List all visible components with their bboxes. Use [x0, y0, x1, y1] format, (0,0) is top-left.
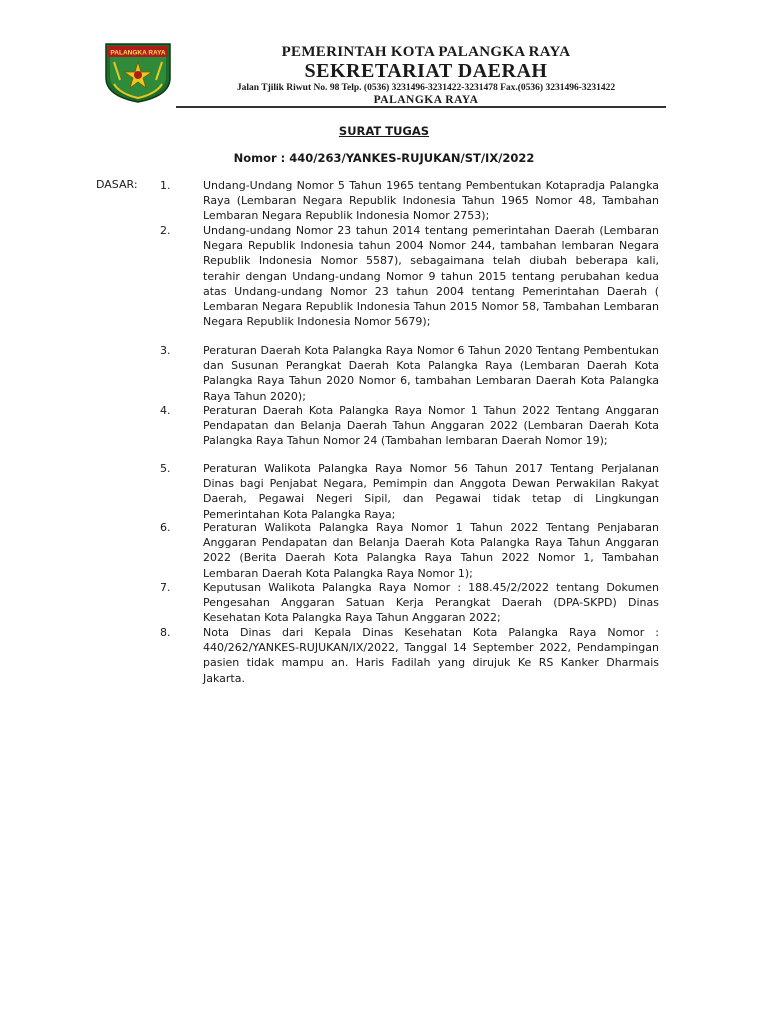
letterhead-office: SEKRETARIAT DAERAH: [304, 60, 548, 82]
letterhead: [96, 38, 668, 108]
city-emblem-logo: [100, 40, 176, 104]
document-number: Nomor : 440/263/YANKES-RUJUKAN/ST/IX/2022: [233, 151, 535, 165]
list-item-text: Undang-undang Nomor 23 tahun 2014 tentang pemerintahan Daerah (Lembaran Negara Republik Indonesia tahun 2004 Nomor 244, tambahan lembaran Negara Republik Indonesia Nomor 5587), sebagaimana telah diubah beberapa kali, terahir dengan Undang-undang Nomor 9 tahun 2015 tentang perubahan kedua atas Undang-undang Nomor 23 tahun 2004 tentang Pemerintahan Daerah ( Lembaran Negara Republik Indonesia Tahun 2015 Nomor 58, Tambahan Lembaran Negara Republik Indonesia Nomor 5679);: [203, 224, 659, 329]
list-item-text: Nota Dinas dari Kepala Dinas Kesehatan Kota Palangka Raya Nomor : 440/262/YANKES-RUJUKAN/IX/2022, Tanggal 14 September 2022, Pendampingan pasien tidak mampu an. Haris Fadilah yang dirujuk Ke RS Kanker Dharmais Jakarta.: [203, 626, 659, 685]
letterhead-text: [184, 38, 668, 107]
list-item-text: Undang-Undang Nomor 5 Tahun 1965 tentang Pembentukan Kotapradja Palangka Raya (Lembaran Negara Republik Indonesia Tahun 1965 Nomor 48, Tambahan Lembaran Negara Republik Indonesia Nomor 2753);: [203, 179, 659, 223]
letterhead-address: Jalan Tjilik Riwut No. 98 Telp. (0536) 3231496-3231422-3231478 Fax.(0536) 3231496-3231422: [236, 83, 616, 93]
list-item-number: 6.: [160, 521, 171, 534]
document-title: [0, 124, 768, 138]
list-item-text: Peraturan Walikota Palangka Raya Nomor 1 Tahun 2022 Tentang Penjabaran Anggaran Pendapatan dan Belanja Daerah Kota Palangka Raya Tahun Anggaran 2022 (Berita Daerah Kota Palangka Raya Tahun 2022 Nomor 1, Tambahan Lembaran Daerah Kota Palangka Raya Nomor 1);: [203, 521, 659, 580]
letterhead-city: PALANGKA RAYA: [373, 94, 479, 106]
dasar-label: DASAR:: [96, 178, 138, 191]
logo-text: PALANGKA RAYA: [110, 49, 166, 57]
list-item-text: Peraturan Walikota Palangka Raya Nomor 56 Tahun 2017 Tentang Perjalanan Dinas bagi Penjabat Negara, Pemimpin dan Anggota Dewan Perwakilan Rakyat Daerah, Pegawai Negeri Sipil, dan Pegawai tidak tetap di Lingkungan Pemerintahan Kota Palangka Raya;: [203, 462, 659, 521]
list-item-text: Keputusan Walikota Palangka Raya Nomor : 188.45/2/2022 tentang Dokumen Pengesahan Anggaran Satuan Kerja Perangkat Daerah (DPA-SKPD) Dinas Kesehatan Kota Palangka Raya Tahun Anggaran 2022;: [203, 581, 659, 625]
list-item-text: Peraturan Daerah Kota Palangka Raya Nomor 1 Tahun 2022 Tentang Anggaran Pendapatan dan Belanja Daerah Tahun Anggaran 2022 (Lembaran Daerah Kota Palangka Raya Tahun Nomor 24 (Tambahan lembaran Daerah Nomor 19);: [203, 404, 659, 448]
list-item-number: 5.: [160, 462, 171, 475]
list-item-number: 7.: [160, 581, 171, 594]
list-item-number: 1.: [160, 179, 171, 192]
document-title-text: SURAT TUGAS: [338, 124, 430, 138]
list-item-number: 8.: [160, 626, 171, 639]
list-item-number: 4.: [160, 404, 171, 417]
list-item-number: 3.: [160, 344, 171, 357]
list-item-number: 2.: [160, 224, 171, 237]
letterhead-divider: [176, 106, 666, 108]
list-item-text: Peraturan Daerah Kota Palangka Raya Nomor 6 Tahun 2020 Tentang Pembentukan dan Susunan Perangkat Daerah Kota Palangka Raya (Lembaran Daerah Kota Palangka Raya Tahun 2020 Nomor 6, tambahan Lembaran Daerah Kota Palangka Raya Tahun 2020);: [203, 344, 659, 403]
letterhead-government: PEMERINTAH KOTA PALANGKA RAYA: [281, 44, 571, 60]
